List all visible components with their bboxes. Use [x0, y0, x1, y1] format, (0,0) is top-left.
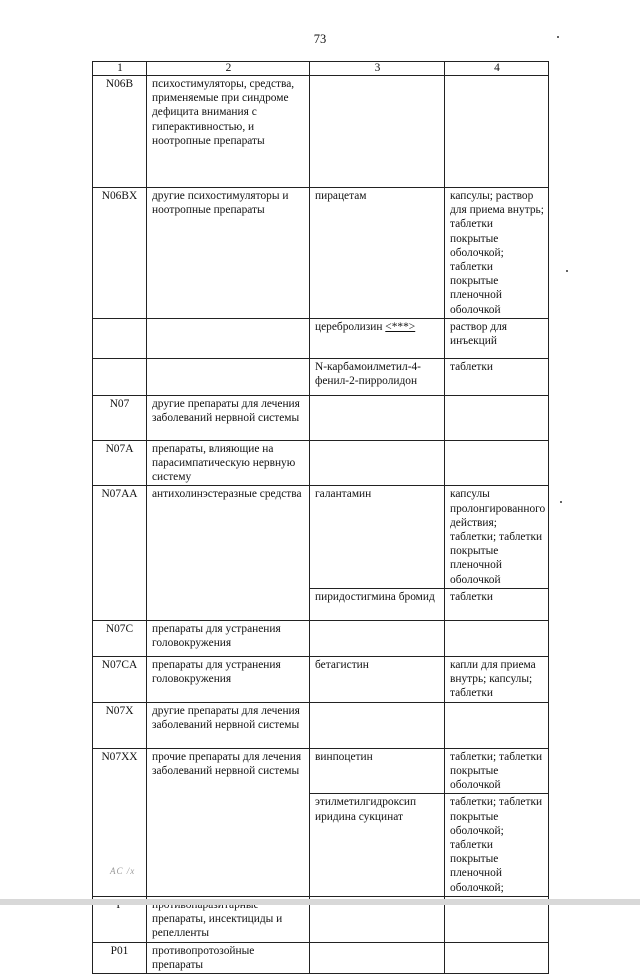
dosage-form-cell [445, 620, 549, 656]
table-row [93, 76, 549, 188]
atc-code-cell: P01 [93, 942, 147, 973]
group-name-cell [147, 358, 310, 395]
atc-code-cell: N07X [93, 702, 147, 748]
scan-edge [0, 899, 640, 905]
dosage-form-cell: капли для приема внутрь; капсулы; таблетки [445, 656, 549, 702]
table-row [93, 358, 549, 395]
group-name-cell: препараты для устранения головокружения [147, 620, 310, 656]
table-row [93, 702, 549, 748]
atc-code-cell: N06B [93, 76, 147, 188]
table-row [93, 620, 549, 656]
table-row [93, 486, 549, 588]
group-name-cell: препараты, влияющие на парасимпатическую нервную систему [147, 440, 310, 486]
dosage-form-cell: таблетки [445, 358, 549, 395]
dosage-form-cell: таблетки; таблетки покрытые оболочкой; таблетки покрытые пленочной оболочкой; [445, 794, 549, 896]
table-row [93, 188, 549, 319]
dosage-form-cell: капсулы пролонгированного действия; таблетки; таблетки покрытые пленочной оболочкой [445, 486, 549, 588]
dosage-form-cell: капсулы; раствор для приема внутрь; таблетки покрытые оболочкой; таблетки покрытые пленочной оболочкой [445, 188, 549, 319]
column-header: 2 [147, 62, 310, 76]
drug-name-cell: этилметилгидроксип иридина сукцинат [310, 794, 445, 896]
page-number: 73 [313, 32, 327, 46]
drug-name-cell [310, 942, 445, 973]
drug-name-cell: бетагистин [310, 656, 445, 702]
dosage-form-cell: таблетки [445, 588, 549, 620]
dosage-form-cell: раствор для инъекций [445, 318, 549, 358]
drug-name-cell [310, 440, 445, 486]
drug-name-cell [310, 702, 445, 748]
atc-code-cell [93, 358, 147, 395]
table-row [93, 318, 549, 358]
scan-speck [560, 501, 562, 503]
group-name-cell: психостимуляторы, средства, применяемые при синдроме дефицита внимания с гиперактивностью, и ноотропные препараты [147, 76, 310, 188]
atc-code-cell: N06BX [93, 188, 147, 319]
drug-name-cell: галантамин [310, 486, 445, 588]
dosage-form-cell [445, 440, 549, 486]
group-name-cell: прочие препараты для лечения заболеваний нервной системы [147, 748, 310, 896]
drug-name-cell: пиридостигмина бромид [310, 588, 445, 620]
atc-code-cell: N07CA [93, 656, 147, 702]
group-name-cell: препараты для устранения головокружения [147, 656, 310, 702]
drug-name: церебролизин [315, 320, 383, 333]
drug-name-cell [310, 395, 445, 440]
drug-name-cell: пирацетам [310, 188, 445, 319]
column-header: 4 [445, 62, 549, 76]
drug-name-cell [310, 318, 445, 358]
atc-code-cell: N07C [93, 620, 147, 656]
scan-speck [557, 36, 559, 38]
atc-code-cell [93, 318, 147, 358]
atc-code-cell: N07 [93, 395, 147, 440]
table-header-row [93, 62, 549, 76]
group-name-cell: препараты, инсектициды и репелленты [147, 896, 310, 942]
column-header: 1 [93, 62, 147, 76]
dosage-form-cell [445, 702, 549, 748]
drug-name-cell [310, 620, 445, 656]
scan-speck [566, 270, 568, 272]
drug-name-cell: N-карбамоилметил-4-фенил-2-пирролидон [310, 358, 445, 395]
table-row [93, 748, 549, 794]
table-row [93, 942, 549, 973]
group-name-cell: другие препараты для лечения заболеваний нервной системы [147, 395, 310, 440]
table-row [93, 440, 549, 486]
drug-name-cell [310, 76, 445, 188]
group-name-cell: другие психостимуляторы и ноотропные препараты [147, 188, 310, 319]
group-name-cell: антихолинэстеразные средства [147, 486, 310, 620]
column-header: 3 [310, 62, 445, 76]
medication-table [92, 61, 549, 974]
dosage-form-cell [445, 942, 549, 973]
dosage-form-cell [445, 76, 549, 188]
group-name-cell: противопротозойные препараты [147, 942, 310, 973]
atc-code-cell: N07A [93, 440, 147, 486]
dosage-form-cell [445, 395, 549, 440]
atc-code-cell: N07XX [93, 748, 147, 896]
atc-code-cell: N07AA [93, 486, 147, 620]
footer-mark: AC /x [110, 866, 136, 876]
table-row [93, 395, 549, 440]
table-row [93, 656, 549, 702]
dosage-form-cell: таблетки; таблетки покрытые оболочкой [445, 748, 549, 794]
group-name-cell: другие препараты для лечения заболеваний нервной системы [147, 702, 310, 748]
drug-name-cell: винпоцетин [310, 748, 445, 794]
group-name-cell [147, 318, 310, 358]
drug-footnote-mark: <***> [385, 320, 416, 333]
